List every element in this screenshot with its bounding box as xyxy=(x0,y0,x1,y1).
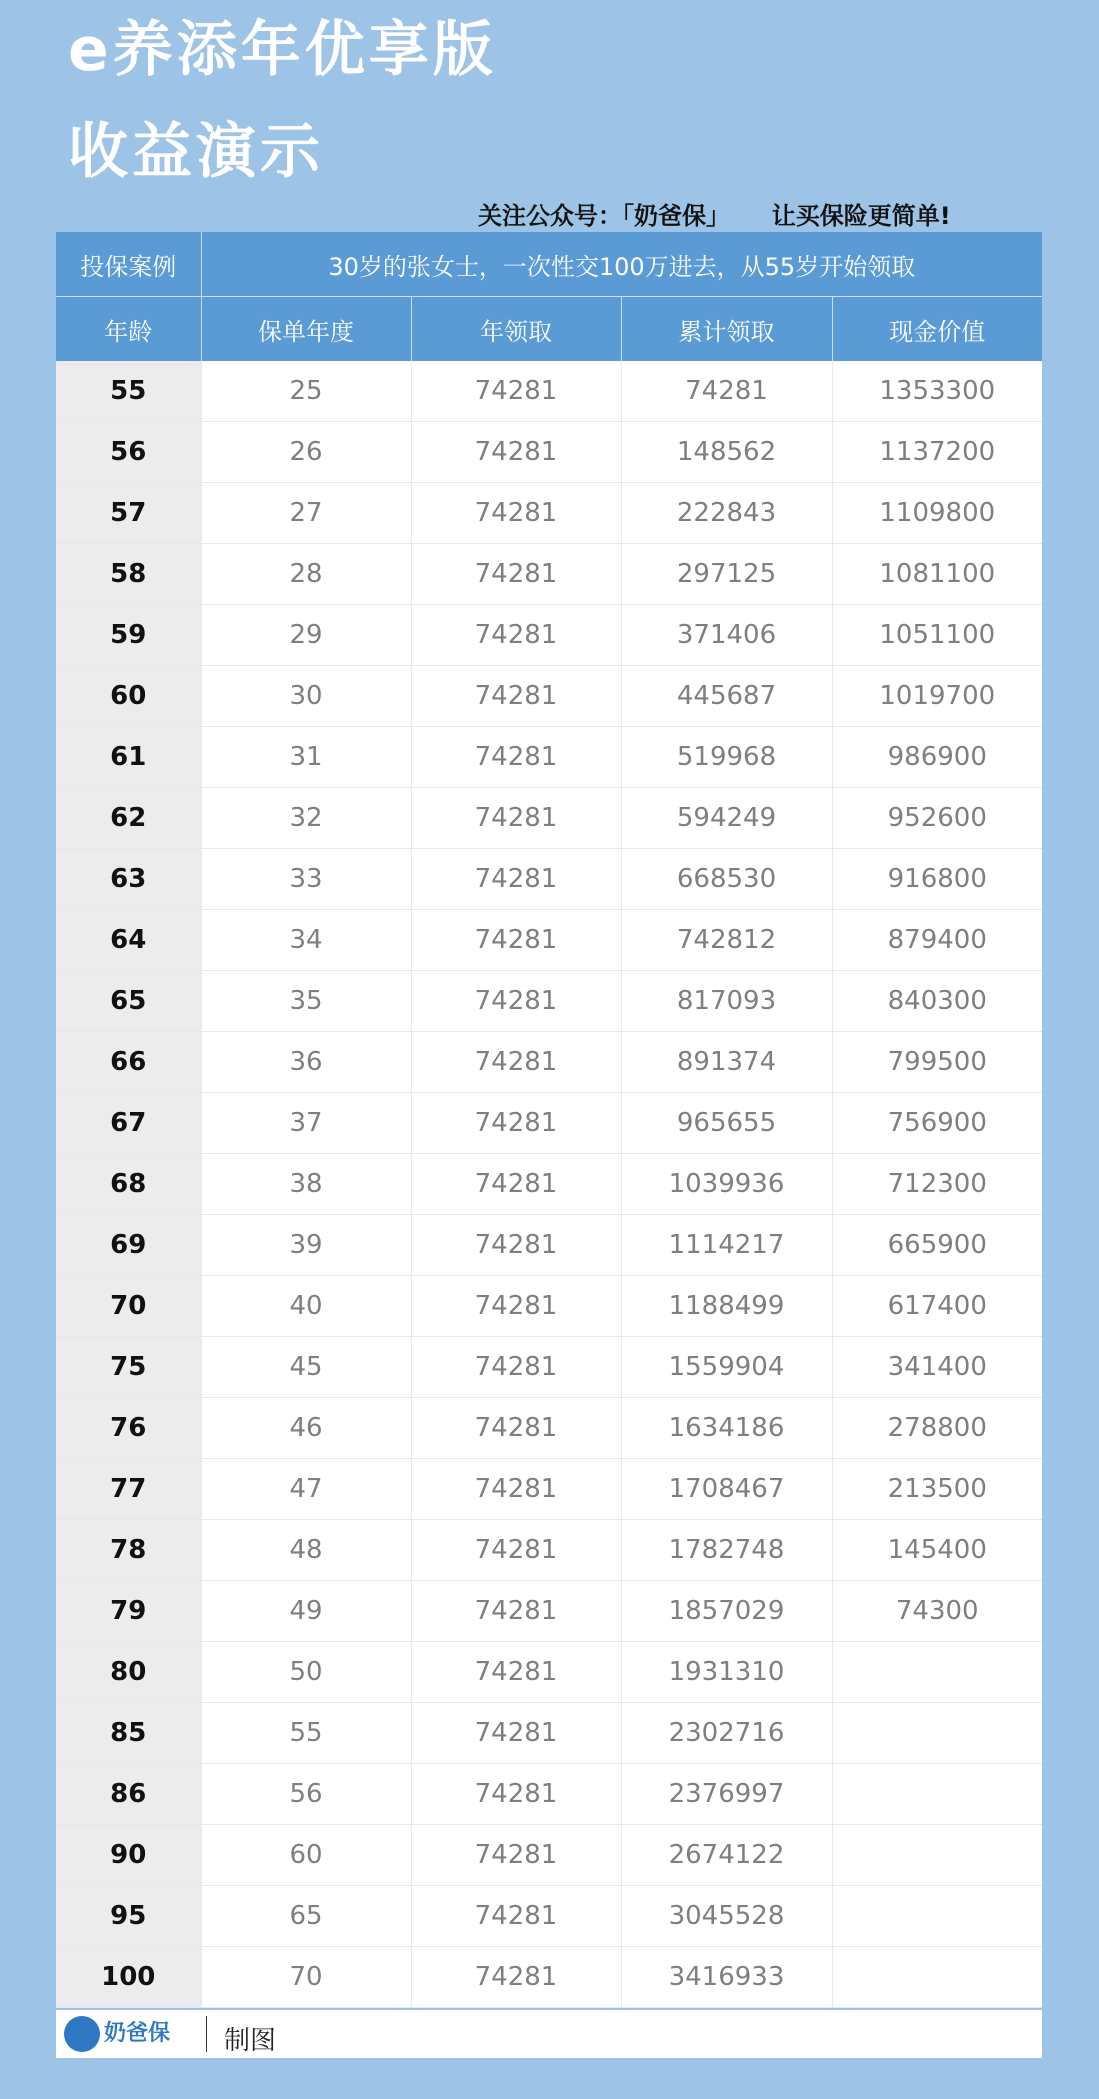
table-cell: 40 xyxy=(201,1276,411,1337)
table-cell: 59 xyxy=(56,605,201,666)
table-cell: 86 xyxy=(56,1764,201,1825)
table-cell: 29 xyxy=(201,605,411,666)
table-cell: 74281 xyxy=(411,1703,621,1764)
table-cell: 39 xyxy=(201,1215,411,1276)
table-cell: 74281 xyxy=(411,1642,621,1703)
table-row xyxy=(56,666,1042,727)
table-cell: 38 xyxy=(201,1154,411,1215)
column-header: 现金价值 xyxy=(832,297,1042,362)
table-cell: 74281 xyxy=(411,1886,621,1947)
table-row xyxy=(56,1581,1042,1642)
table-cell: 34 xyxy=(201,910,411,971)
table-cell: 64 xyxy=(56,910,201,971)
table-row xyxy=(56,727,1042,788)
table-row xyxy=(56,361,1042,422)
table-cell: 58 xyxy=(56,544,201,605)
table-row xyxy=(56,1825,1042,1886)
table-cell: 2674122 xyxy=(621,1825,832,1886)
table-cell: 712300 xyxy=(832,1154,1042,1215)
table-cell: 74300 xyxy=(832,1581,1042,1642)
table-cell: 76 xyxy=(56,1398,201,1459)
column-header: 保单年度 xyxy=(201,297,411,362)
table-cell: 74281 xyxy=(411,1581,621,1642)
table-row xyxy=(56,1093,1042,1154)
table-row xyxy=(56,1398,1042,1459)
table-cell: 3416933 xyxy=(621,1947,832,2008)
table-cell: 35 xyxy=(201,971,411,1032)
table-cell: 74281 xyxy=(411,422,621,483)
table-cell: 74281 xyxy=(411,1947,621,2008)
table-cell: 1081100 xyxy=(832,544,1042,605)
case-text: 30岁的张女士，一次性交100万进去，从55岁开始领取 xyxy=(201,232,1042,297)
table-row xyxy=(56,1520,1042,1581)
table-cell: 742812 xyxy=(621,910,832,971)
table-cell: 50 xyxy=(201,1642,411,1703)
table-cell: 665900 xyxy=(832,1215,1042,1276)
table-cell: 27 xyxy=(201,483,411,544)
table-cell: 1109800 xyxy=(832,483,1042,544)
table-cell: 74281 xyxy=(621,361,832,422)
table-cell: 60 xyxy=(201,1825,411,1886)
table-row xyxy=(56,1642,1042,1703)
table-cell: 90 xyxy=(56,1825,201,1886)
table-cell: 145400 xyxy=(832,1520,1042,1581)
table-row xyxy=(56,1764,1042,1825)
table-row xyxy=(56,1886,1042,1947)
page-title-line1: e养添年优享版 xyxy=(68,15,497,85)
table-cell: 519968 xyxy=(621,727,832,788)
logo-icon xyxy=(64,2016,100,2052)
table-cell: 297125 xyxy=(621,544,832,605)
table-cell: 74281 xyxy=(411,971,621,1032)
column-header-row xyxy=(56,297,1042,362)
subtitle: 关注公众号：「奶爸保」 让买保险更简单! xyxy=(478,202,951,230)
table-cell: 2302716 xyxy=(621,1703,832,1764)
table-row xyxy=(56,788,1042,849)
table-cell: 74281 xyxy=(411,1276,621,1337)
table-cell: 148562 xyxy=(621,422,832,483)
table-cell: 74281 xyxy=(411,788,621,849)
table-cell: 1114217 xyxy=(621,1215,832,1276)
table-cell: 95 xyxy=(56,1886,201,1947)
table-cell: 1137200 xyxy=(832,422,1042,483)
table-cell: 74281 xyxy=(411,849,621,910)
footer xyxy=(56,2010,1042,2058)
table-row xyxy=(56,483,1042,544)
table-cell: 46 xyxy=(201,1398,411,1459)
table-row xyxy=(56,1459,1042,1520)
table-cell: 74281 xyxy=(411,544,621,605)
table-cell: 74281 xyxy=(411,1825,621,1886)
table-cell: 799500 xyxy=(832,1032,1042,1093)
table-cell: 77 xyxy=(56,1459,201,1520)
table-cell: 74281 xyxy=(411,483,621,544)
table-cell: 74281 xyxy=(411,1093,621,1154)
table-cell: 594249 xyxy=(621,788,832,849)
table-cell xyxy=(832,1764,1042,1825)
column-header: 累计领取 xyxy=(621,297,832,362)
table-row xyxy=(56,605,1042,666)
divider xyxy=(206,2016,207,2052)
table-cell: 70 xyxy=(56,1276,201,1337)
table-row xyxy=(56,1154,1042,1215)
table-cell: 63 xyxy=(56,849,201,910)
table-row xyxy=(56,422,1042,483)
table-cell: 69 xyxy=(56,1215,201,1276)
table-cell: 37 xyxy=(201,1093,411,1154)
table-cell: 66 xyxy=(56,1032,201,1093)
footer-note: 制图 xyxy=(224,2026,277,2056)
table-cell: 74281 xyxy=(411,1398,621,1459)
table-cell: 75 xyxy=(56,1337,201,1398)
table-cell xyxy=(832,1947,1042,2008)
table-cell xyxy=(832,1825,1042,1886)
table-cell: 1634186 xyxy=(621,1398,832,1459)
table-cell: 28 xyxy=(201,544,411,605)
table-cell: 668530 xyxy=(621,849,832,910)
table-row xyxy=(56,971,1042,1032)
table-row xyxy=(56,1703,1042,1764)
table-cell: 2376997 xyxy=(621,1764,832,1825)
footer-logo-text: 奶爸保 xyxy=(104,2021,171,2046)
table-cell: 1051100 xyxy=(832,605,1042,666)
table-cell: 67 xyxy=(56,1093,201,1154)
table-cell: 74281 xyxy=(411,1154,621,1215)
table-cell: 78 xyxy=(56,1520,201,1581)
table-cell: 3045528 xyxy=(621,1886,832,1947)
table-cell: 70 xyxy=(201,1947,411,2008)
table-cell: 617400 xyxy=(832,1276,1042,1337)
table-cell: 222843 xyxy=(621,483,832,544)
table-cell: 33 xyxy=(201,849,411,910)
table-cell: 45 xyxy=(201,1337,411,1398)
table-cell: 55 xyxy=(56,361,201,422)
table-cell: 891374 xyxy=(621,1032,832,1093)
table-cell: 57 xyxy=(56,483,201,544)
table-cell xyxy=(832,1886,1042,1947)
table-cell: 1857029 xyxy=(621,1581,832,1642)
table-cell: 79 xyxy=(56,1581,201,1642)
table-cell: 65 xyxy=(56,971,201,1032)
table-row xyxy=(56,1215,1042,1276)
table-cell: 49 xyxy=(201,1581,411,1642)
table-cell: 278800 xyxy=(832,1398,1042,1459)
table-cell: 74281 xyxy=(411,1520,621,1581)
table-cell: 32 xyxy=(201,788,411,849)
table-row xyxy=(56,849,1042,910)
table-cell: 986900 xyxy=(832,727,1042,788)
table-cell: 371406 xyxy=(621,605,832,666)
table-cell: 100 xyxy=(56,1947,201,2008)
table-cell: 74281 xyxy=(411,727,621,788)
table-cell: 1782748 xyxy=(621,1520,832,1581)
table-cell: 74281 xyxy=(411,1032,621,1093)
table-cell: 74281 xyxy=(411,361,621,422)
table-cell: 1039936 xyxy=(621,1154,832,1215)
table-cell: 74281 xyxy=(411,666,621,727)
table-cell: 61 xyxy=(56,727,201,788)
table-row xyxy=(56,910,1042,971)
table-cell: 31 xyxy=(201,727,411,788)
table-cell: 36 xyxy=(201,1032,411,1093)
table-cell: 840300 xyxy=(832,971,1042,1032)
column-header: 年龄 xyxy=(56,297,201,362)
table-cell: 74281 xyxy=(411,1337,621,1398)
table-cell: 213500 xyxy=(832,1459,1042,1520)
table-cell: 30 xyxy=(201,666,411,727)
table-cell: 74281 xyxy=(411,910,621,971)
table-cell: 74281 xyxy=(411,605,621,666)
table-cell: 65 xyxy=(201,1886,411,1947)
page-title-line2: 收益演示 xyxy=(68,117,324,187)
table-cell: 55 xyxy=(201,1703,411,1764)
table-cell: 1353300 xyxy=(832,361,1042,422)
table-cell: 26 xyxy=(201,422,411,483)
table-cell xyxy=(832,1703,1042,1764)
table-row xyxy=(56,1032,1042,1093)
table-cell: 817093 xyxy=(621,971,832,1032)
table-cell: 1019700 xyxy=(832,666,1042,727)
table-row xyxy=(56,1947,1042,2008)
table-cell: 1708467 xyxy=(621,1459,832,1520)
table-cell: 445687 xyxy=(621,666,832,727)
table-cell: 952600 xyxy=(832,788,1042,849)
table-cell: 85 xyxy=(56,1703,201,1764)
table-cell: 916800 xyxy=(832,849,1042,910)
table-cell: 341400 xyxy=(832,1337,1042,1398)
table-cell: 74281 xyxy=(411,1459,621,1520)
table-cell: 80 xyxy=(56,1642,201,1703)
table-cell: 1188499 xyxy=(621,1276,832,1337)
table-cell: 48 xyxy=(201,1520,411,1581)
table-row xyxy=(56,1276,1042,1337)
table-cell: 56 xyxy=(201,1764,411,1825)
column-header: 年领取 xyxy=(411,297,621,362)
case-row xyxy=(56,232,1042,297)
table-row xyxy=(56,1337,1042,1398)
table-cell: 965655 xyxy=(621,1093,832,1154)
benefit-table xyxy=(56,232,1042,2008)
table-cell: 25 xyxy=(201,361,411,422)
case-label: 投保案例 xyxy=(56,232,201,297)
table-cell: 47 xyxy=(201,1459,411,1520)
table-cell: 56 xyxy=(56,422,201,483)
table-row xyxy=(56,544,1042,605)
table-cell: 62 xyxy=(56,788,201,849)
table-cell: 756900 xyxy=(832,1093,1042,1154)
table-cell: 74281 xyxy=(411,1215,621,1276)
table-cell: 1559904 xyxy=(621,1337,832,1398)
table-cell: 60 xyxy=(56,666,201,727)
table-cell xyxy=(832,1642,1042,1703)
table-cell: 879400 xyxy=(832,910,1042,971)
table-cell: 1931310 xyxy=(621,1642,832,1703)
table-cell: 68 xyxy=(56,1154,201,1215)
table-cell: 74281 xyxy=(411,1764,621,1825)
